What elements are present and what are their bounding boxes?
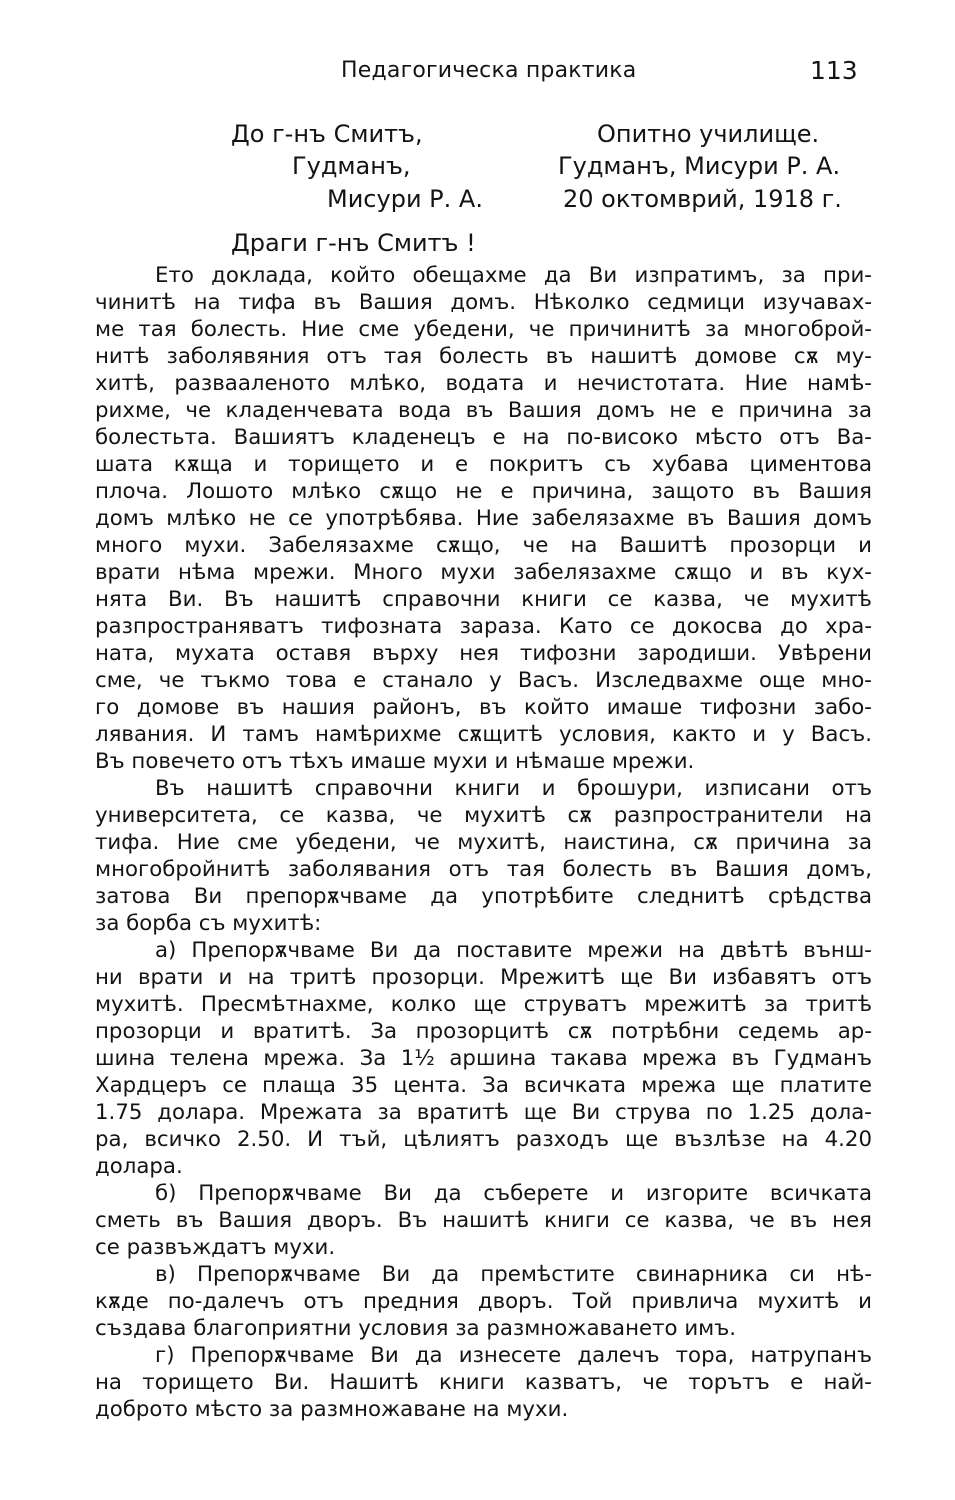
recipient-line-3: Мисури Р. А. <box>327 185 483 213</box>
text-line: Ето доклада, който обещахме да Ви изпратимъ, за при- <box>155 263 872 288</box>
text-line: се развъждатъ мухи. <box>95 1235 336 1260</box>
text-line: разпространяватъ тифозната зараза. Като се докосва до хра- <box>95 614 872 639</box>
recipient-line-2: Гудманъ, <box>292 152 411 180</box>
text-line: многобройнитѣ заболявания отъ тая болесть въ Вашия домъ, <box>95 857 872 882</box>
sender-line-2: Гудманъ, Мисури Р. А. <box>558 152 841 180</box>
text-line: тифа. Ние сме убедени, че мухитѣ, наистина, сѫ причина за <box>95 830 872 855</box>
text-line: много мухи. Забелязахме сѫщо, че на Вашитѣ прозорци и <box>95 533 872 558</box>
text-line: ната, мухата оставя върху нея тифозни зародиши. Увѣрени <box>95 641 872 666</box>
text-line: нитѣ заболявяния отъ тая болесть въ нашитѣ домове сѫ му- <box>95 344 872 369</box>
text-line: а) Препорѫчваме Ви да поставите мрежи на двѣтѣ външ- <box>155 938 872 963</box>
running-title: Педагогическа практика <box>341 58 637 83</box>
text-line: кѫде по-далечъ отъ предния дворъ. Той привлича мухитѣ и <box>95 1289 872 1314</box>
text-line: сме, че тъкмо това е станало у Васъ. Изследвахме още мно- <box>95 668 872 693</box>
text-line: ра, всичко 2.50. И тъй, цѣлиятъ разходъ ще възлѣзе на 4.20 <box>95 1127 872 1152</box>
text-line: прозорци и вратитѣ. За прозорцитѣ сѫ потрѣбни седемь ар- <box>95 1019 872 1044</box>
text-line: университета, се казва, че мухитѣ сѫ разпространители на <box>95 803 872 828</box>
text-line: болестьта. Вашиятъ кладенецъ е на по-високо мѣсто отъ Ва- <box>95 425 872 450</box>
text-line: домъ млѣко не се употрѣбява. Ние забелязахме въ Вашия домъ <box>95 506 872 531</box>
text-line: рихме, че кладенчевата вода въ Вашия домъ не е причина за <box>95 398 872 423</box>
text-line: ни врати и на тритѣ прозорци. Мрежитѣ ще Ви избавятъ отъ <box>95 965 872 990</box>
text-line: хитѣ, развааленото млѣко, водата и нечистотата. Ние намѣ- <box>95 371 872 396</box>
text-line: мухитѣ. Пресмѣтнахме, колко ще струватъ мрежитѣ за тритѣ <box>95 992 872 1017</box>
text-line: затова Ви препорѫчваме да употрѣбите следнитѣ срѣдства <box>95 884 872 909</box>
text-line: 1.75 долара. Мрежата за вратитѣ ще Ви струва по 1.25 дола- <box>95 1100 872 1125</box>
text-line: ме тая болесть. Ние сме убедени, че причинитѣ за многоброй- <box>95 317 872 342</box>
text-line: врати нѣма мрежи. Много мухи забелязахме сѫщо и въ кух- <box>95 560 872 585</box>
salutation: Драги г-нъ Смитъ ! <box>231 229 476 257</box>
text-line: Въ повечето отъ тѣхъ имаше мухи и нѣмаше мрежи. <box>95 749 695 774</box>
text-line: шина телена мрежа. За 1½ аршина такава мрежа въ Гудманъ <box>95 1046 872 1071</box>
text-line: създава благоприятни условия за размножаването имъ. <box>95 1316 737 1341</box>
text-line: сметь въ Вашия дворъ. Въ нашитѣ книги се казва, че въ нея <box>95 1208 872 1233</box>
recipient-line-1: До г-нъ Смитъ, <box>231 120 423 148</box>
text-line: на торището Ви. Нашитѣ книги казватъ, че торътъ е най- <box>95 1370 872 1395</box>
text-line: долара. <box>95 1154 183 1179</box>
text-line: за борба съ мухитѣ: <box>95 911 322 936</box>
text-line: Въ нашитѣ справочни книги и брошури, изписани отъ <box>155 776 872 801</box>
text-line: б) Препорѫчваме Ви да съберете и изгорите всичката <box>155 1181 872 1206</box>
letter-body <box>95 262 872 1423</box>
text-line: го домове въ нашия районъ, въ който имаше тифозни забо- <box>95 695 872 720</box>
text-line: доброто мѣсто за размножаване на мухи. <box>95 1397 569 1422</box>
text-line: в) Препорѫчваме Ви да премѣстите свинарника си нѣ- <box>155 1262 872 1287</box>
text-line: Хардцеръ се плаща 35 цента. За всичката мрежа ще платите <box>95 1073 872 1098</box>
text-line: плоча. Лошото млѣко сѫщо не е причина, защото въ Вашия <box>95 479 872 504</box>
text-line: шата кѫща и торището и е покритъ съ хубава циментова <box>95 452 872 477</box>
text-line: нята Ви. Въ нашитѣ справочни книги се казва, че мухитѣ <box>95 587 872 612</box>
sender-line-1: Опитно училище. <box>597 120 820 148</box>
text-line: г) Препорѫчваме Ви да изнесете далечъ тора, натрупанъ <box>155 1343 872 1368</box>
sender-line-3: 20 октомврий, 1918 г. <box>563 185 842 213</box>
text-line: чинитѣ на тифа въ Вашия домъ. Нѣколко седмици изучавах- <box>95 290 872 315</box>
text-line: лявания. И тамъ намѣрихме сѫщитѣ условия, както и у Васъ. <box>95 722 872 747</box>
page-number: 113 <box>810 56 858 85</box>
